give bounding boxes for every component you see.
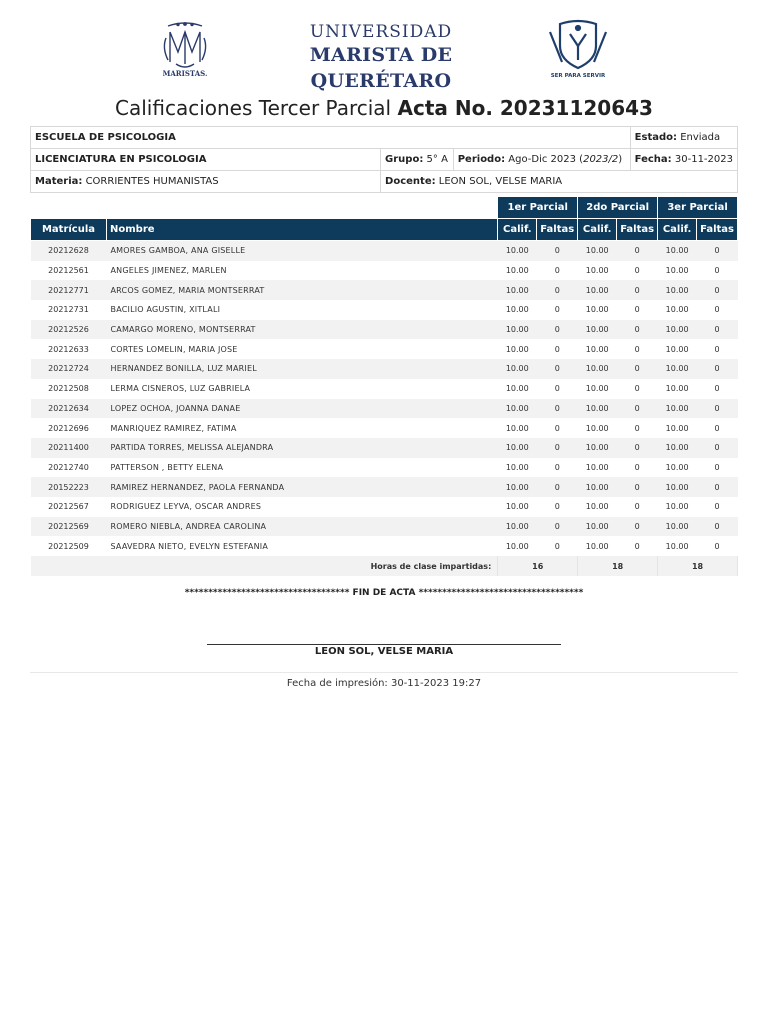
calif-3-cell: 10.00 — [658, 477, 697, 497]
faltas-2-cell: 0 — [617, 320, 658, 340]
table-row — [31, 241, 738, 261]
calif-2-cell: 10.00 — [578, 517, 617, 537]
grupo-cell: Grupo: 5° A — [381, 149, 454, 171]
left-logo-text: MARISTAS. — [162, 69, 208, 78]
faltas-1-cell: 0 — [537, 517, 578, 537]
table-row — [31, 438, 738, 458]
faltas-3-cell: 0 — [697, 280, 738, 300]
faltas-1-cell: 0 — [537, 241, 578, 261]
table-row — [31, 300, 738, 320]
signature-line — [207, 644, 561, 645]
faltas-1-header: Faltas — [537, 219, 578, 241]
matricula-cell: 20212724 — [31, 359, 107, 379]
hours-parcial-3: 18 — [658, 556, 738, 576]
calif-1-cell: 10.00 — [505, 541, 529, 551]
table-row — [31, 458, 738, 478]
parcial-1-header: 1er Parcial — [498, 197, 578, 219]
matricula-cell: 20212561 — [48, 266, 89, 276]
acta-title-text: Calificaciones Tercer Parcial — [115, 96, 392, 120]
faltas-2-cell: 0 — [617, 477, 658, 497]
faltas-2-cell: 0 — [634, 502, 640, 512]
calif-1-cell: 10.00 — [498, 320, 537, 340]
matricula-header: Matrícula — [31, 219, 107, 241]
report-header — [0, 12, 768, 92]
periodo-cell: Periodo: Ago-Dic 2023 (2023/2) — [453, 149, 630, 171]
faltas-3-cell: 0 — [697, 517, 738, 537]
faltas-1-cell: 0 — [554, 266, 560, 276]
nombre-cell: LOPEZ OCHOA, JOANNA DANAE — [107, 399, 498, 419]
calif-2-cell: 10.00 — [585, 423, 609, 433]
hours-parcial-1: 16 — [498, 556, 578, 576]
faltas-1-cell: 0 — [554, 344, 560, 354]
calif-2-cell: 10.00 — [578, 359, 617, 379]
faltas-2-cell: 0 — [634, 344, 640, 354]
faltas-1-cell: 0 — [554, 423, 560, 433]
nombre-cell: CAMARGO MORENO, MONTSERRAT — [107, 320, 498, 340]
calif-3-cell: 10.00 — [665, 423, 689, 433]
fin-de-acta: *********************************** FIN DE ACTA *********************************** — [184, 588, 584, 598]
calif-2-cell: 10.00 — [578, 399, 617, 419]
calif-2-header: Calif. — [578, 219, 617, 241]
grades-table — [30, 196, 738, 576]
faltas-3-cell: 0 — [714, 462, 720, 472]
faltas-1-cell: 0 — [554, 541, 560, 551]
calif-3-cell: 10.00 — [665, 266, 689, 276]
nombre-cell: ANGELES JIMENEZ, MARLEN — [110, 266, 227, 276]
calif-1-cell: 10.00 — [505, 462, 529, 472]
matricula-cell: 20212508 — [48, 384, 89, 394]
calif-3-cell: 10.00 — [665, 305, 689, 315]
faltas-3-cell: 0 — [697, 399, 738, 419]
calif-2-cell: 10.00 — [585, 462, 609, 472]
calif-1-cell: 10.00 — [505, 502, 529, 512]
matricula-cell: 20212569 — [31, 517, 107, 537]
docente-cell: Docente: LEON SOL, VELSE MARIA — [381, 171, 738, 193]
nombre-cell: PARTIDA TORRES, MELISSA ALEJANDRA — [107, 438, 498, 458]
table-row — [31, 339, 738, 359]
table-row — [31, 280, 738, 300]
calif-1-cell: 10.00 — [498, 477, 537, 497]
right-logo-text: SER PARA SERVIR — [550, 73, 606, 79]
nombre-cell: BACILIO AGUSTIN, XITLALI — [110, 305, 221, 315]
nombre-cell: PATTERSON , BETTY ELENA — [110, 462, 224, 472]
faltas-2-cell: 0 — [617, 517, 658, 537]
faltas-1-cell: 0 — [554, 384, 560, 394]
university-line-1: UNIVERSIDAD — [309, 22, 453, 42]
faltas-2-cell: 0 — [634, 384, 640, 394]
table-row — [31, 359, 738, 379]
nombre-cell: AMORES GAMBOA, ANA GISELLE — [107, 241, 498, 261]
matricula-cell: 20152223 — [31, 477, 107, 497]
calif-2-cell: 10.00 — [578, 438, 617, 458]
university-line-2: MARISTA DE QUERÉTARO — [309, 44, 453, 92]
faltas-1-cell: 0 — [554, 462, 560, 472]
calif-1-cell: 10.00 — [505, 384, 529, 394]
faltas-1-cell: 0 — [537, 280, 578, 300]
calif-3-cell: 10.00 — [658, 399, 697, 419]
faltas-2-cell: 0 — [617, 399, 658, 419]
calif-2-cell: 10.00 — [578, 280, 617, 300]
faltas-3-cell: 0 — [714, 384, 720, 394]
calif-2-cell: 10.00 — [585, 384, 609, 394]
faltas-3-cell: 0 — [714, 305, 720, 315]
hours-parcial-2: 18 — [578, 556, 658, 576]
matricula-cell: 20212567 — [48, 502, 89, 512]
calif-1-cell: 10.00 — [498, 517, 537, 537]
table-row — [31, 477, 738, 497]
faltas-3-cell: 0 — [714, 344, 720, 354]
calif-2-cell: 10.00 — [585, 541, 609, 551]
calif-1-cell: 10.00 — [498, 359, 537, 379]
nombre-cell: RODRIGUEZ LEYVA, OSCAR ANDRES — [110, 502, 262, 512]
calif-1-cell: 10.00 — [505, 305, 529, 315]
acta-number: Acta No. 20231120643 — [397, 96, 653, 120]
calif-3-cell: 10.00 — [658, 241, 697, 261]
calif-2-cell: 10.00 — [578, 320, 617, 340]
faltas-3-cell: 0 — [697, 241, 738, 261]
signature-name: LEON SOL, VELSE MARIA — [314, 646, 454, 657]
calif-1-cell: 10.00 — [498, 399, 537, 419]
nombre-cell: HERNANDEZ BONILLA, LUZ MARIEL — [107, 359, 498, 379]
calif-2-cell: 10.00 — [585, 502, 609, 512]
faltas-2-cell: 0 — [617, 241, 658, 261]
table-row — [31, 320, 738, 340]
table-row — [31, 536, 738, 556]
faltas-3-cell: 0 — [714, 541, 720, 551]
faltas-3-cell: 0 — [714, 423, 720, 433]
calif-2-cell: 10.00 — [585, 344, 609, 354]
nombre-cell: ROMERO NIEBLA, ANDREA CAROLINA — [107, 517, 498, 537]
calif-2-cell: 10.00 — [585, 266, 609, 276]
calif-3-cell: 10.00 — [658, 280, 697, 300]
table-row — [31, 379, 738, 399]
matricula-cell: 20212740 — [48, 462, 89, 472]
matricula-cell: 20212509 — [48, 541, 89, 551]
calif-3-cell: 10.00 — [665, 344, 689, 354]
calif-3-cell: 10.00 — [665, 502, 689, 512]
table-row — [31, 517, 738, 537]
calif-3-header: Calif. — [658, 219, 697, 241]
matricula-cell: 20211400 — [31, 438, 107, 458]
calif-3-cell: 10.00 — [658, 320, 697, 340]
faltas-1-cell: 0 — [537, 477, 578, 497]
acta-info-table — [30, 126, 738, 193]
estado-cell: Estado: Enviada — [630, 127, 737, 149]
matricula-cell: 20212628 — [31, 241, 107, 261]
nombre-cell: MANRIQUEZ RAMIREZ, FATIMA — [110, 423, 237, 433]
calif-3-cell: 10.00 — [665, 384, 689, 394]
university-name — [246, 22, 516, 94]
calif-3-cell: 10.00 — [658, 359, 697, 379]
materia-cell: Materia: CORRIENTES HUMANISTAS — [31, 171, 381, 193]
calif-2-cell: 10.00 — [578, 477, 617, 497]
faltas-3-cell: 0 — [697, 320, 738, 340]
table-row — [31, 497, 738, 517]
calif-1-cell: 10.00 — [505, 344, 529, 354]
calif-1-header: Calif. — [498, 219, 537, 241]
table-row — [31, 261, 738, 281]
matricula-cell: 20212634 — [31, 399, 107, 419]
faltas-2-cell: 0 — [617, 359, 658, 379]
calif-1-cell: 10.00 — [498, 241, 537, 261]
calif-1-cell: 10.00 — [505, 266, 529, 276]
acta-title — [0, 96, 768, 120]
matricula-cell: 20212731 — [48, 305, 89, 315]
hours-label: Horas de clase impartidas: — [31, 556, 498, 576]
matricula-cell: 20212633 — [48, 344, 89, 354]
faltas-3-cell: 0 — [697, 438, 738, 458]
nombre-cell: CORTES LOMELIN, MARIA JOSE — [110, 344, 238, 354]
table-row — [31, 399, 738, 419]
faltas-2-cell: 0 — [634, 541, 640, 551]
hours-footer-row — [31, 556, 738, 576]
faltas-2-cell: 0 — [634, 462, 640, 472]
footer-divider — [30, 672, 738, 673]
licenciatura-cell: LICENCIATURA EN PSICOLOGIA — [31, 149, 381, 171]
parcial-3-header: 3er Parcial — [658, 197, 738, 219]
faltas-1-cell: 0 — [537, 359, 578, 379]
faltas-2-cell: 0 — [617, 280, 658, 300]
calif-1-cell: 10.00 — [498, 438, 537, 458]
nombre-cell: ARCOS GOMEZ, MARIA MONTSERRAT — [107, 280, 498, 300]
faltas-1-cell: 0 — [537, 438, 578, 458]
faltas-2-cell: 0 — [634, 423, 640, 433]
faltas-3-cell: 0 — [697, 359, 738, 379]
calif-3-cell: 10.00 — [665, 462, 689, 472]
fecha-cell: Fecha: 30-11-2023 — [630, 149, 737, 171]
print-date: Fecha de impresión: 30-11-2023 19:27 — [286, 678, 482, 689]
faltas-3-header: Faltas — [697, 219, 738, 241]
parcial-2-header: 2do Parcial — [578, 197, 658, 219]
grade-rows — [31, 241, 738, 577]
faltas-2-cell: 0 — [617, 438, 658, 458]
faltas-2-cell: 0 — [634, 305, 640, 315]
calif-1-cell: 10.00 — [505, 423, 529, 433]
nombre-header: Nombre — [107, 219, 498, 241]
matricula-cell: 20212771 — [31, 280, 107, 300]
calif-3-cell: 10.00 — [658, 438, 697, 458]
nombre-cell: LERMA CISNEROS, LUZ GABRIELA — [110, 384, 251, 394]
calif-1-cell: 10.00 — [498, 280, 537, 300]
nombre-cell: RAMIREZ HERNANDEZ, PAOLA FERNANDA — [107, 477, 498, 497]
faltas-3-cell: 0 — [697, 477, 738, 497]
faltas-1-cell: 0 — [554, 502, 560, 512]
matricula-cell: 20212696 — [48, 423, 89, 433]
calif-3-cell: 10.00 — [658, 517, 697, 537]
umq-shield-logo — [540, 16, 616, 80]
calif-2-cell: 10.00 — [585, 305, 609, 315]
calif-2-cell: 10.00 — [578, 241, 617, 261]
table-row — [31, 418, 738, 438]
matricula-cell: 20212526 — [31, 320, 107, 340]
maristas-logo — [156, 18, 214, 78]
nombre-cell: SAAVEDRA NIETO, EVELYN ESTEFANIA — [110, 541, 269, 551]
faltas-3-cell: 0 — [714, 266, 720, 276]
faltas-2-header: Faltas — [617, 219, 658, 241]
calif-3-cell: 10.00 — [665, 541, 689, 551]
escuela-cell: ESCUELA DE PSICOLOGIA — [31, 127, 631, 149]
faltas-1-cell: 0 — [554, 305, 560, 315]
faltas-2-cell: 0 — [634, 266, 640, 276]
faltas-3-cell: 0 — [714, 502, 720, 512]
faltas-1-cell: 0 — [537, 320, 578, 340]
faltas-1-cell: 0 — [537, 399, 578, 419]
